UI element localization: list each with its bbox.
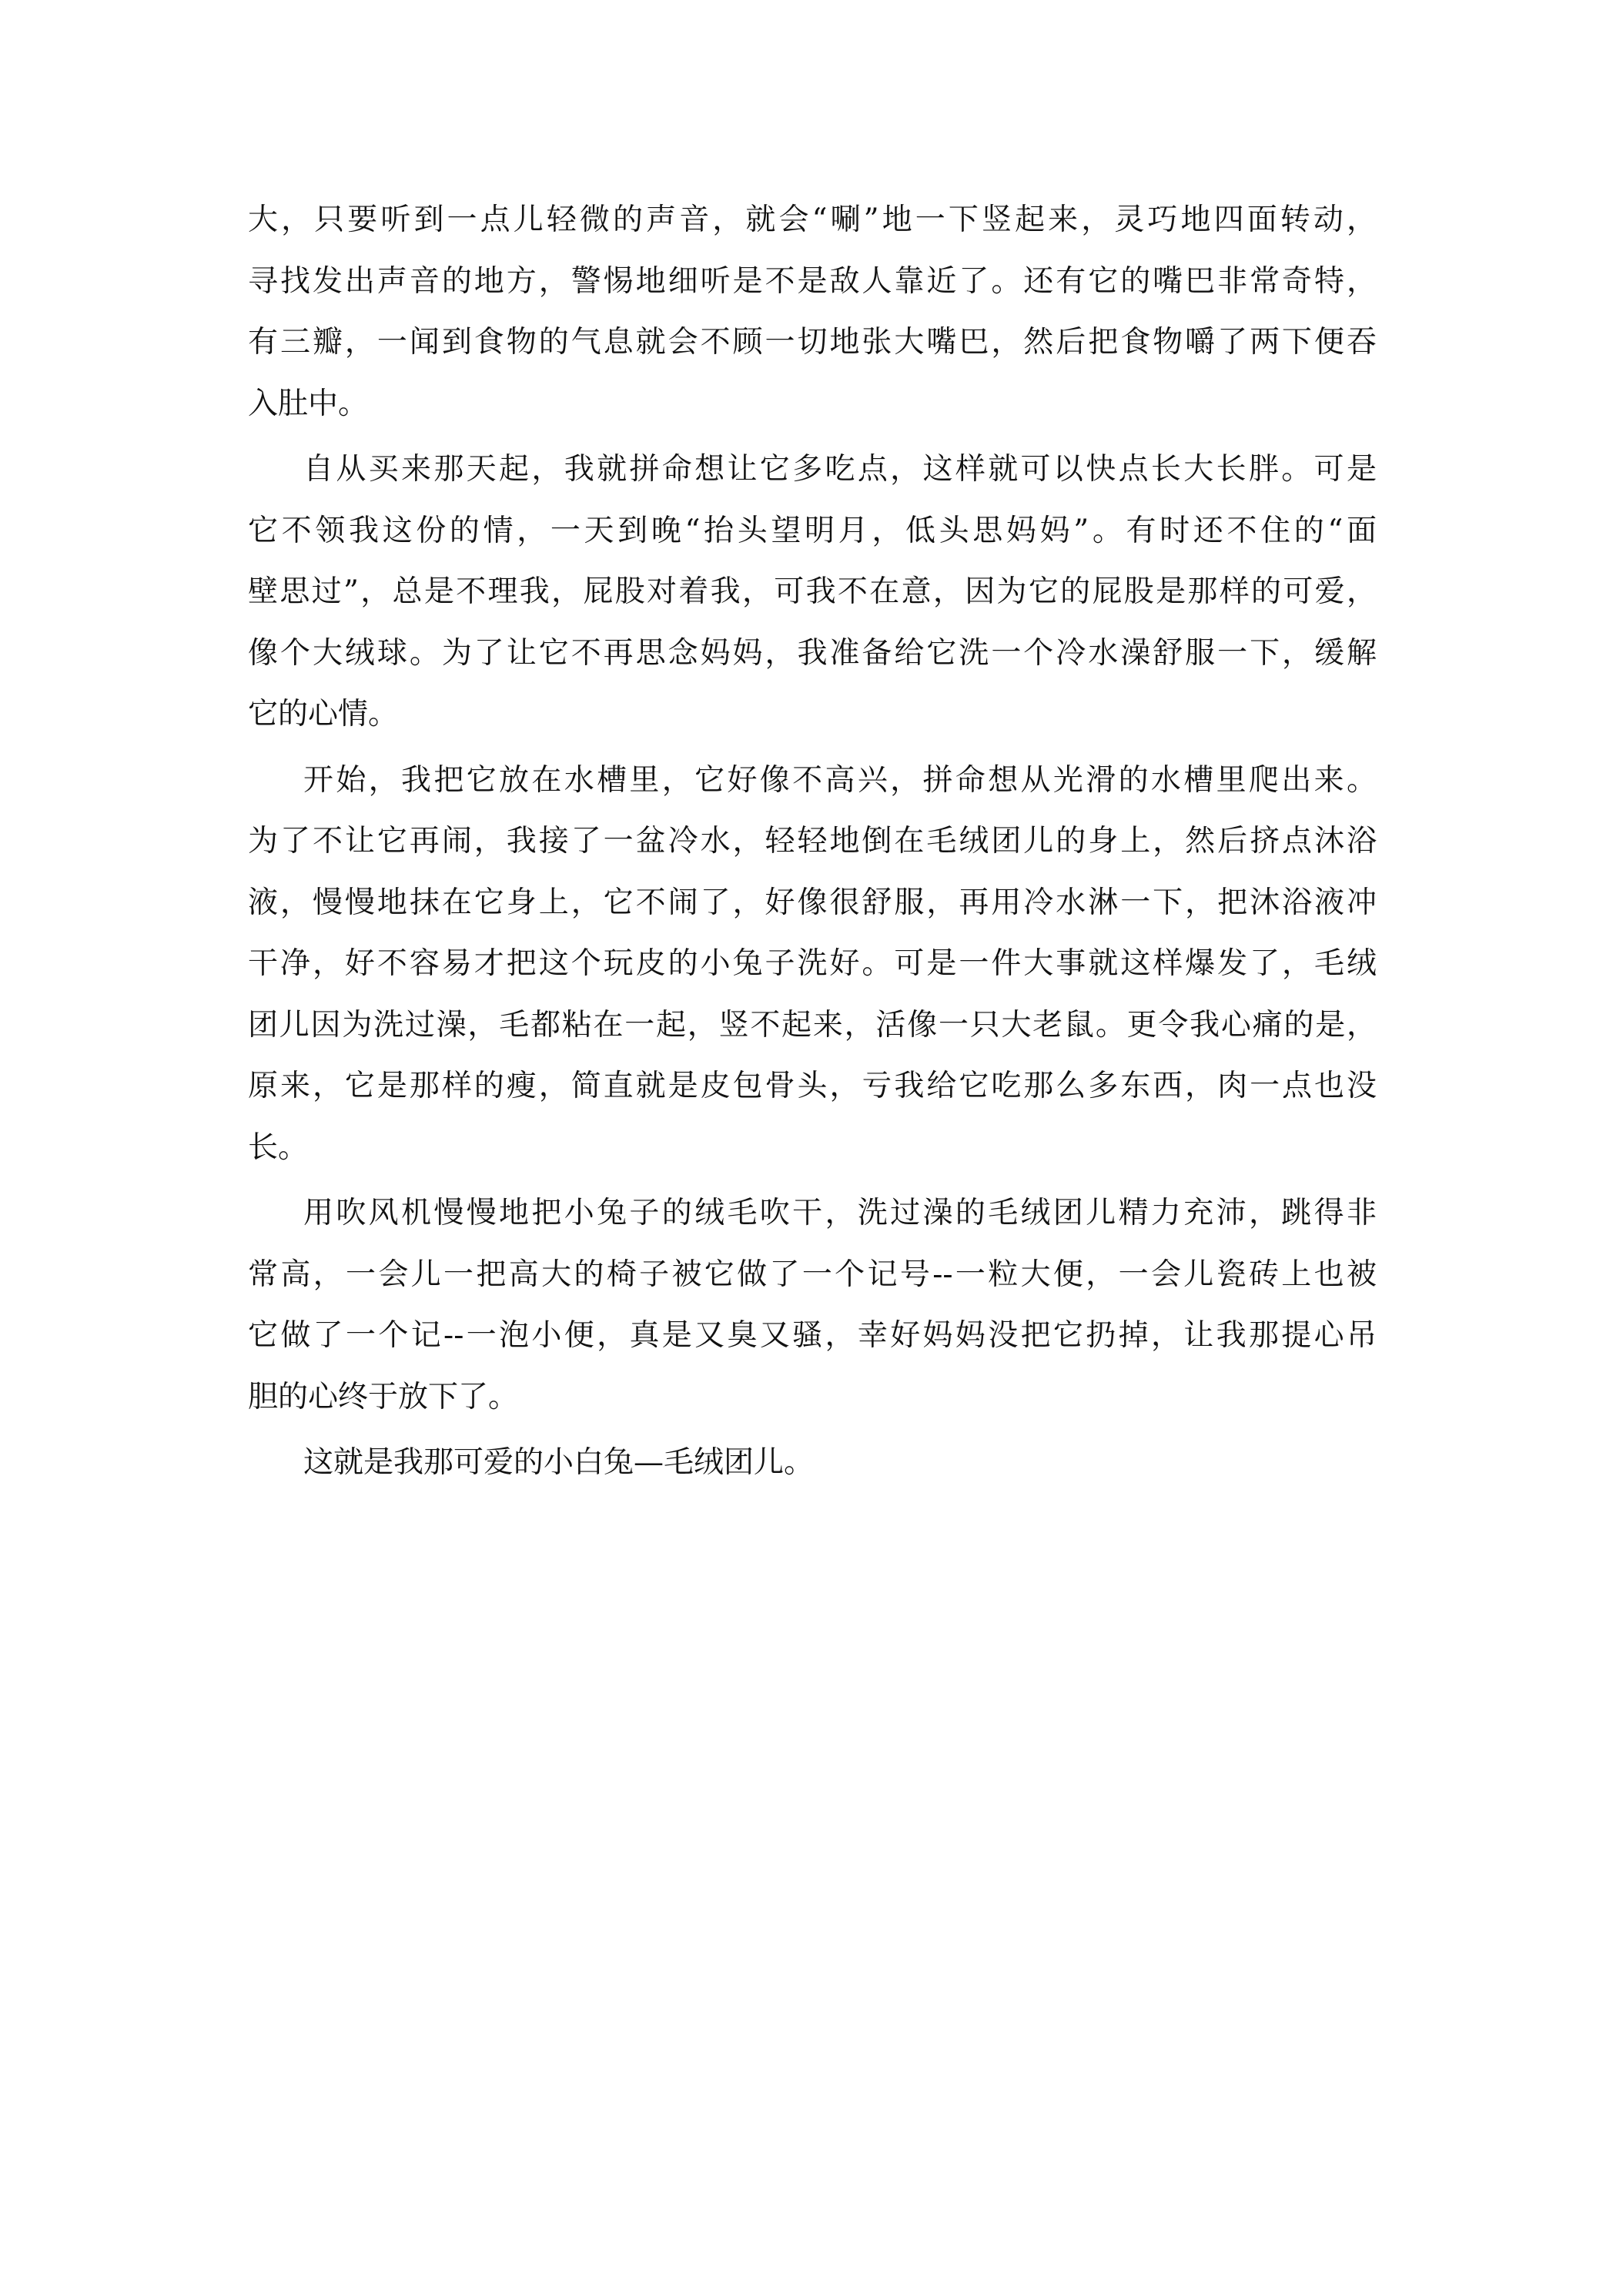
text-line: 这就是我那可爱的小白兔—毛绒团儿。: [303, 1445, 815, 1480]
text-line: 干净，好不容易才把这个玩皮的小兔子洗好。可是一件大事就这样爆发了，毛绒: [248, 946, 1377, 981]
text-line: 它的心情。: [248, 697, 399, 731]
text-line: 常高，一会儿一把高大的椅子被它做了一个记号--一粒大便，一会儿瓷砖上也被: [248, 1257, 1377, 1292]
text-line: 像个大绒球。为了让它不再思念妈妈，我准备给它洗一个冷水澡舒服一下，缓解: [248, 635, 1377, 671]
text-line: 长。: [248, 1130, 309, 1165]
text-line: 开始，我把它放在水槽里，它好像不高兴，拼命想从光滑的水槽里爬出来。: [303, 762, 1377, 798]
paragraph-3: [248, 750, 1377, 1179]
text-line: 自从买来那天起，我就拼命想让它多吃点，这样就可以快点长大长胖。可是: [303, 452, 1377, 487]
text-line: 寻找发出声音的地方，警惕地细听是不是敌人靠近了。还有它的嘴巴非常奇特，: [248, 263, 1377, 299]
text-line: 液，慢慢地抹在它身上，它不闹了，好像很舒服，再用冷水淋一下，把沐浴液冲: [248, 885, 1377, 920]
paragraph-4: [248, 1183, 1377, 1427]
paragraph-5: [248, 1432, 1377, 1494]
text-line: 它不领我这份的情，一天到晚“抬头望明月，低头思妈妈”。有时还不住的“面: [248, 513, 1377, 548]
text-line: 壁思过”，总是不理我，屁股对着我，可我不在意，因为它的屁股是那样的可爱，: [248, 574, 1377, 609]
text-line: 它做了一个记--一泡小便，真是又臭又骚，幸好妈妈没把它扔掉，让我那提心吊: [248, 1318, 1377, 1353]
text-line: 为了不让它再闹，我接了一盆冷水，轻轻地倒在毛绒团儿的身上，然后挤点沐浴: [248, 824, 1377, 858]
text-line: 胆的心终于放下了。: [248, 1379, 519, 1414]
text-line: 用吹风机慢慢地把小兔子的绒毛吹干，洗过澡的毛绒团儿精力充沛，跳得非: [303, 1196, 1377, 1230]
text-line: 团儿因为洗过澡，毛都粘在一起，竖不起来，活像一只大老鼠。更令我心痛的是，: [248, 1007, 1377, 1043]
text-line: 原来，它是那样的瘦，简直就是皮包骨头，亏我给它吃那么多东西，肉一点也没: [248, 1069, 1377, 1103]
essay-body: [248, 189, 1377, 1494]
text-line: 入肚中。: [248, 386, 369, 421]
paragraph-1: [248, 189, 1377, 434]
paragraph-2: [248, 439, 1377, 745]
text-line: 有三瓣，一闻到食物的气息就会不顾一切地张大嘴巴，然后把食物嚼了两下便吞: [248, 325, 1377, 360]
text-line: 大，只要听到一点儿轻微的声音，就会“唰”地一下竖起来，灵巧地四面转动，: [248, 202, 1377, 237]
